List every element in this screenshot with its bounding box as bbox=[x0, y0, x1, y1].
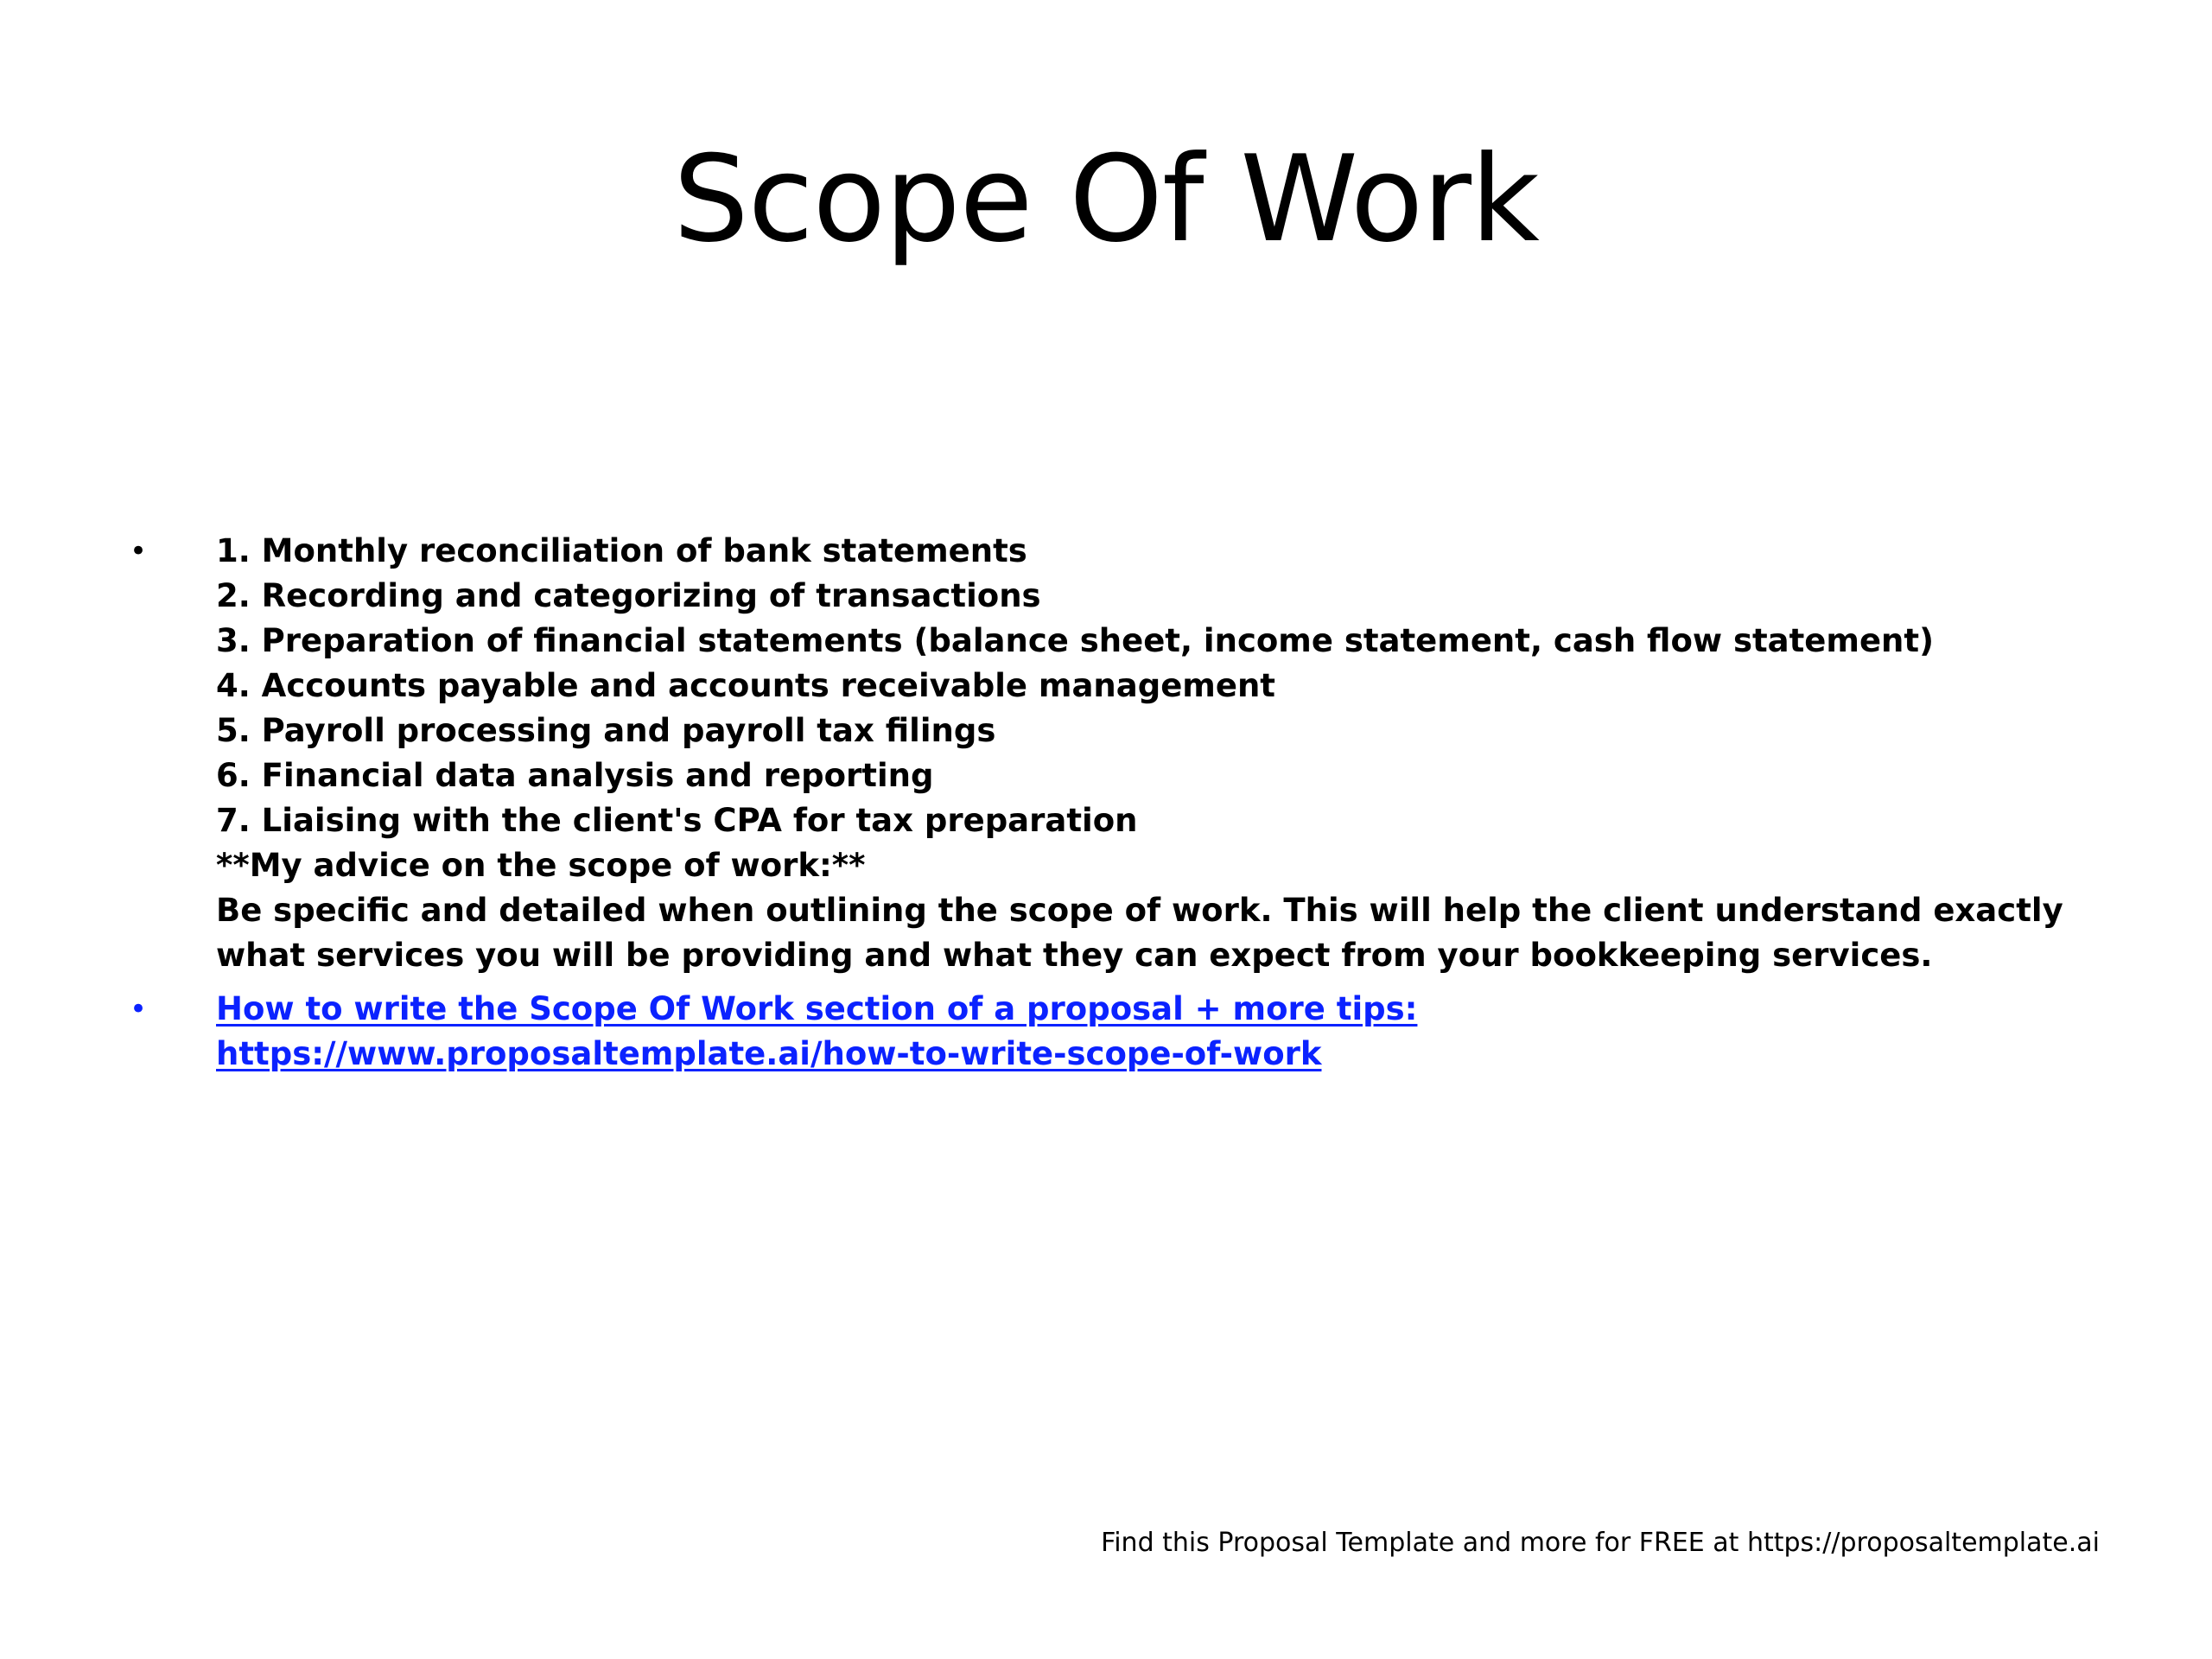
scope-item: 1. Monthly reconciliation of bank statements bbox=[216, 532, 1027, 569]
scope-list-bullet bbox=[130, 529, 2117, 978]
scope-item: 4. Accounts payable and accounts receivable management bbox=[216, 667, 1275, 704]
scope-item: 7. Liaising with the client's CPA for tax preparation bbox=[216, 802, 1138, 839]
scope-item: 6. Financial data analysis and reporting bbox=[216, 757, 934, 794]
advice-heading: **My advice on the scope of work:** bbox=[216, 847, 866, 884]
footer-note: Find this Proposal Template and more for FREE at https://proposaltemplate.ai bbox=[1101, 1528, 2100, 1558]
bullet-icon: • bbox=[130, 992, 148, 1027]
slide-body bbox=[130, 529, 2117, 1077]
scope-item: 5. Payroll processing and payroll tax filings bbox=[216, 712, 996, 749]
bullet-icon: • bbox=[130, 534, 148, 569]
slide-title: Scope Of Work bbox=[673, 130, 1539, 269]
scope-item: 2. Recording and categorizing of transactions bbox=[216, 577, 1041, 614]
tips-link[interactable]: How to write the Scope Of Work section of a proposal + more tips: https://www.proposaltemplate.ai/how-to-write-scope-of-work bbox=[216, 990, 1418, 1072]
advice-text: Be specific and detailed when outlining the scope of work. This will help the client understand exactly what services you will be providing and what they can expect from your bookkeeping services. bbox=[216, 892, 2063, 974]
scope-item: 3. Preparation of financial statements (balance sheet, income statement, cash flow statement) bbox=[216, 622, 1934, 659]
tips-link-bullet bbox=[130, 987, 2117, 1077]
